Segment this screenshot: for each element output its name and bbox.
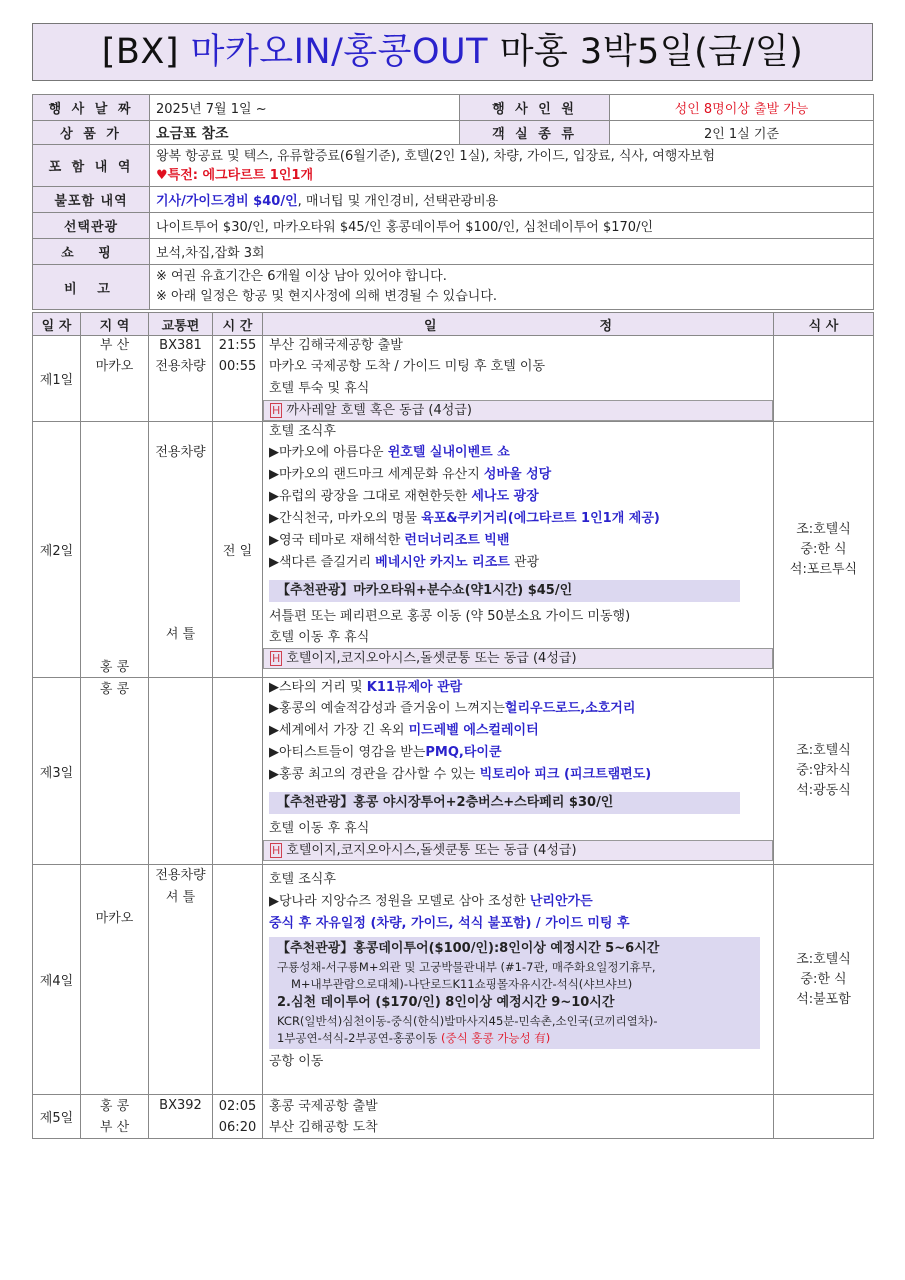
schedule-text: ▶아티스트들이 영감을 받는	[269, 745, 426, 760]
day3-row	[33, 678, 874, 865]
hotel-icon: H	[272, 844, 281, 857]
excl-value	[150, 187, 874, 213]
hotel-icon: H	[272, 652, 281, 665]
day5-sched-1: 홍콩 국제공항 출발	[269, 1098, 378, 1114]
schedule-text: 빅토리아 피크 (피크트램편도)	[479, 767, 652, 782]
room-value: 2인 1실 기준	[610, 121, 874, 145]
day3-hotel	[263, 840, 773, 861]
day1-sched-1: 부산 김해국제공항 출발	[269, 338, 403, 353]
day4-trans-1: 전용차량	[155, 868, 206, 883]
day5-area-2: 부 산	[99, 1119, 130, 1135]
day4-recommended-tours	[269, 937, 760, 1049]
note-1: ※ 여권 유효기간은 6개월 이상 남아 있어야 합니다.	[156, 269, 447, 284]
col-area: 지 역	[81, 313, 149, 336]
day3-meal-lunch: 중:얌차식	[796, 763, 851, 778]
day3-sched-3	[269, 720, 767, 742]
day2-trans-2: 셔 틀	[165, 627, 196, 642]
day4-rec2-detail-1: KCR(일반석)심천이동-중식(한식)발마사지45분-민속촌,소인국(코끼리열차)-	[277, 1014, 658, 1028]
day5-meal	[774, 1095, 874, 1139]
schedule-text: ▶영국 테마로 재해석한	[269, 533, 405, 548]
day2-label: 제2일	[33, 422, 81, 678]
day4-trans-2: 셔 틀	[165, 890, 196, 905]
day5-area-1: 홍 콩	[99, 1098, 130, 1114]
day1-area-1: 부 산	[99, 338, 130, 353]
schedule-text: ▶당나라 지앙슈즈 정원을 모델로 삼아 조성한	[269, 894, 530, 909]
col-time: 시 간	[213, 313, 263, 336]
day4-row	[33, 865, 874, 1095]
day4-rec1-detail-2: M+내부관람으로대체)-나단로드K11쇼핑몰자유시간-석식(샤브샤브)	[291, 977, 633, 991]
day1-trans-1: BX381	[159, 338, 202, 353]
excl-guide-fee: 기사/가이드경비 $40/인	[156, 194, 298, 209]
day1-hotel	[263, 400, 773, 421]
day1-area-2: 마카오	[95, 359, 134, 374]
day2-sched-9: 호텔 이동 후 휴식	[269, 630, 370, 645]
title-product: 마홍 3박5일(금/일)	[499, 32, 804, 72]
day4-area-text: 마카오	[95, 911, 134, 926]
title-code: [BX]	[101, 32, 179, 72]
day4-sched-4: 공항 이동	[269, 1054, 324, 1069]
schedule-text: ▶홍콩 최고의 경관을 감사할 수 있는	[269, 767, 480, 782]
price-value: 요금표 참조	[150, 121, 460, 145]
day3-meal-breakfast: 조:호텔식	[796, 743, 851, 758]
day4-sched-3: 중식 후 자유일정 (차량, 가이드, 석식 불포함) / 가이드 미팅 후	[269, 916, 630, 931]
day4-rec2-title: 2.심천 데이투어 ($170/인) 8인이상 예정시간 9~10시간	[277, 995, 615, 1010]
schedule-text: 성바울 성당	[483, 467, 552, 482]
day3-area: 홍 콩	[81, 678, 149, 865]
shop-value: 보석,차집,잡화 3회	[150, 239, 874, 265]
col-meal: 식 사	[774, 313, 874, 336]
day2-hotel	[263, 648, 773, 669]
price-label: 상 품 가	[33, 121, 150, 145]
schedule-text: ▶홍콩의 예술적감성과 즐거움이 느껴지는	[269, 701, 505, 716]
day1-row	[33, 336, 874, 422]
schedule-text: 관광	[509, 555, 540, 570]
day3-sched-2	[269, 698, 767, 720]
excl-label: 불포함 내역	[33, 187, 150, 213]
day3-hotel-text: 호텔이지,코지오아시스,돌셋쿤통 또는 동급 (4성급)	[286, 843, 577, 858]
day1-hotel-text: 까사레알 호텔 혹은 동급 (4성급)	[286, 403, 472, 418]
day2-area: 홍 콩	[81, 422, 149, 678]
date-value: 2025년 7월 1일 ~	[150, 95, 460, 121]
day3-label: 제3일	[33, 678, 81, 865]
day2-sched-3	[269, 464, 767, 486]
people-label: 행 사 인 원	[460, 95, 610, 121]
day1-sched-3: 호텔 투숙 및 휴식	[269, 381, 370, 396]
day2-sched-1: 호텔 조식후	[269, 424, 336, 439]
hotel-icon: H	[272, 404, 281, 417]
day3-sched-5	[269, 764, 767, 786]
day4-meal-lunch: 중:한 식	[800, 971, 847, 987]
room-label: 객 실 종 류	[460, 121, 610, 145]
day3-meal-dinner: 석:광동식	[796, 783, 851, 798]
schedule-text: ▶세계에서 가장 긴 옥외	[269, 723, 409, 738]
title-route: 마카오IN/홍콩OUT	[190, 32, 489, 72]
day2-sched-5	[269, 508, 767, 530]
incl-text: 왕복 항공료 및 텍스, 유류할증료(6월기준), 호텔(2인 1실), 차량, 가이드, 입장료, 식사, 여행자보험	[156, 148, 716, 164]
day1-label: 제1일	[33, 336, 81, 422]
col-schedule: 일 정	[263, 313, 774, 336]
schedule-text: 미드레벨 에스컬레이터	[408, 723, 539, 738]
date-label: 행 사 날 짜	[33, 95, 150, 121]
day4-rec2-detail-2: 1부공연-석식-2부공연-홍콩이동	[277, 1031, 442, 1045]
day1-sched-2: 마카오 국제공항 도착 / 가이드 미팅 후 호텔 이동	[269, 359, 546, 374]
schedule-table	[32, 312, 874, 1139]
day3-recommended-tour: 【추천관광】홍콩 야시장투어+2층버스+스타페리 $30/인	[269, 792, 740, 814]
incl-special: ♥특전: 에그타르트 1인1개	[156, 167, 314, 183]
schedule-text: 난리안가든	[529, 894, 593, 909]
col-day: 일 자	[33, 313, 81, 336]
day4-rec1-title: 【추천관광】홍콩데이투어($100/인):8인이상 예정시간 5~6시간	[277, 941, 660, 956]
day5-trans: BX392	[149, 1095, 213, 1139]
day2-meal	[774, 422, 874, 678]
day3-trans	[149, 678, 213, 865]
schedule-text: K11뮤제아 관람	[366, 680, 463, 695]
day4-meal-dinner: 석:불포함	[796, 991, 851, 1007]
day3-meal	[774, 678, 874, 865]
schedule-text: ▶스타의 거리 및	[269, 680, 367, 695]
shop-label: 쇼 핑	[33, 239, 150, 265]
day2-row	[33, 422, 874, 678]
day5-label: 제5일	[33, 1095, 81, 1139]
schedule-text: PMQ,타이쿤	[425, 745, 502, 760]
schedule-text: 육포&쿠키거리(에그타르트 1인1개 제공)	[421, 511, 660, 526]
note-2: ※ 아래 일정은 항공 및 현지사정에 의해 변경될 수 있습니다.	[156, 289, 498, 304]
info-table	[32, 94, 874, 310]
day2-meal-lunch: 중:한 식	[800, 541, 847, 557]
schedule-text: 세나도 광장	[471, 489, 539, 504]
day2-sched-6	[269, 530, 767, 552]
day2-hotel-text: 호텔이지,코지오아시스,돌셋쿤통 또는 동급 (4성급)	[286, 651, 577, 666]
day4-rec2-note: (중식 홍콩 가능성 有)	[441, 1031, 551, 1045]
day4-meal	[774, 865, 874, 1095]
day2-meal-dinner: 석:포르투식	[789, 561, 858, 577]
day2-sched-2	[269, 442, 767, 464]
day3-sched-6: 호텔 이동 후 휴식	[269, 821, 370, 836]
col-trans: 교통편	[149, 313, 213, 336]
day1-meal	[774, 336, 874, 422]
opt-label: 선택관광	[33, 213, 150, 239]
day2-sched-4	[269, 486, 767, 508]
day4-area	[81, 865, 149, 1095]
day4-rec1-detail-1: 구룡성채-서구룡M+외관 및 고궁박물관내부 (#1-7관, 매주화요일정기휴무,	[277, 960, 656, 974]
day2-sched-7	[269, 552, 767, 574]
day3-time	[213, 678, 263, 865]
schedule-text: 윈호텔 실내이벤트 쇼	[387, 445, 510, 460]
schedule-text: ▶마카오의 랜드마크 세계문화 유산지	[269, 467, 484, 482]
excl-rest: , 매너팁 및 개인경비, 선택관광비용	[297, 194, 499, 209]
day4-meal-breakfast: 조:호텔식	[796, 951, 851, 967]
schedule-text: 런더너리조트 빅밴	[404, 533, 510, 548]
day4-sched-1: 호텔 조식후	[269, 872, 336, 887]
day1-time-2: 00:55	[218, 359, 257, 374]
day2-meal-breakfast: 조:호텔식	[796, 521, 851, 537]
schedule-text: ▶유럽의 광장을 그대로 재현한듯한	[269, 489, 472, 504]
day4-time	[213, 865, 263, 1095]
page-title	[32, 23, 873, 81]
day2-trans-1: 전용차량	[155, 445, 206, 460]
schedule-text: ▶마카오에 아름다운	[269, 445, 388, 460]
day1-trans-2: 전용차량	[155, 359, 206, 374]
day2-sched-8: 셔틀편 또는 페리편으로 홍콩 이동 (약 50분소요 가이드 미동행)	[269, 609, 631, 624]
note-label: 비 고	[33, 265, 150, 310]
day5-time-1: 02:05	[218, 1098, 257, 1114]
day5-time-2: 06:20	[218, 1119, 257, 1135]
day2-time: 전 일	[213, 422, 263, 678]
day3-sched-4	[269, 742, 767, 764]
schedule-text: ▶색다른 즐길거리	[269, 555, 376, 570]
day2-recommended-tour: 【추천관광】마카오타워+분수쇼(약1시간) $45/인	[269, 580, 740, 602]
schedule-text: 헐리우드로드,소호거리	[504, 701, 636, 716]
day5-row	[33, 1095, 874, 1139]
day5-sched-2: 부산 김해공항 도착	[269, 1119, 378, 1135]
day4-label: 제4일	[33, 865, 81, 1095]
people-value: 성인 8명이상 출발 가능	[610, 95, 874, 121]
day3-sched-1	[269, 678, 767, 698]
incl-label: 포 함 내 역	[33, 145, 150, 187]
schedule-text: ▶간식천국, 마카오의 명물	[269, 511, 422, 526]
day1-time-1: 21:55	[218, 338, 257, 353]
day4-sched-2	[269, 891, 767, 913]
schedule-text: 베네시안 카지노 리조트	[375, 555, 510, 570]
opt-value: 나이트투어 $30/인, 마카오타워 $45/인 홍콩데이투어 $100/인, 심천데이투어 $170/인	[150, 213, 874, 239]
